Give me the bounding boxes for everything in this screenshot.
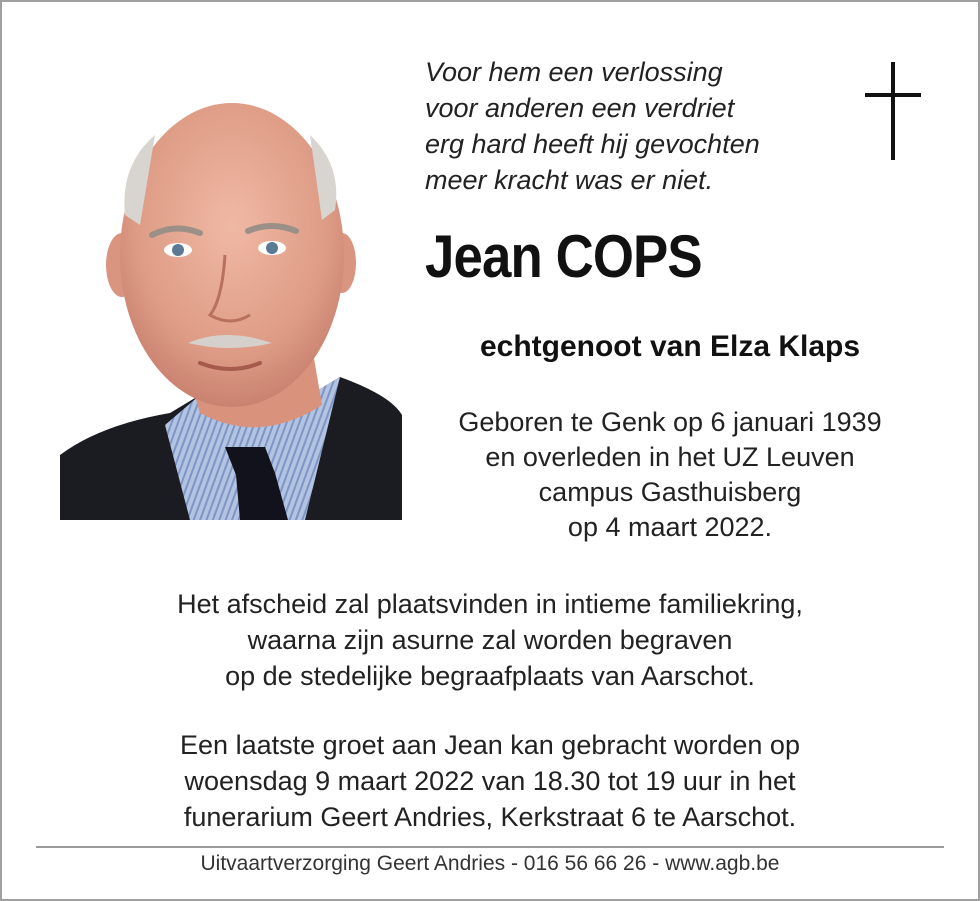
poem-line: voor anderen een verdriet <box>425 93 735 123</box>
paragraph-line: funerarium Geert Andries, Kerkstraat 6 te Aarschot. <box>183 802 797 832</box>
paragraph-line: Het afscheid zal plaatsvinden in intieme familiekring, <box>177 589 803 619</box>
footer-divider <box>36 846 944 848</box>
cross-icon <box>863 62 923 160</box>
visitation-paragraph <box>40 727 940 835</box>
detail-line: op 4 maart 2022. <box>567 512 773 542</box>
farewell-paragraph <box>40 586 940 694</box>
poem-line: meer kracht was er niet. <box>425 165 714 195</box>
funeral-home-footer: Uitvaartverzorging Geert Andries - 016 56 66 26 - www.agb.be <box>200 852 780 875</box>
detail-line: campus Gasthuisberg <box>538 477 802 507</box>
poem-line: erg hard heeft hij gevochten <box>425 129 760 159</box>
paragraph-line: woensdag 9 maart 2022 van 18.30 tot 19 uur in het <box>184 766 796 796</box>
detail-line: en overleden in het UZ Leuven <box>485 442 855 472</box>
spouse-line: echtgenoot van Elza Klaps <box>479 330 861 363</box>
paragraph-line: op de stedelijke begraafplaats van Aarschot. <box>225 661 755 691</box>
birth-death-details <box>425 405 915 545</box>
detail-line: Geboren te Genk op 6 januari 1939 <box>458 407 882 437</box>
memorial-poem <box>425 54 845 198</box>
portrait-photo <box>60 95 402 520</box>
paragraph-line: waarna zijn asurne zal worden begraven <box>247 625 733 655</box>
poem-line: Voor hem een verlossing <box>425 57 723 87</box>
paragraph-line: Een laatste groet aan Jean kan gebracht worden op <box>180 730 800 760</box>
deceased-name: Jean COPS <box>425 223 702 290</box>
